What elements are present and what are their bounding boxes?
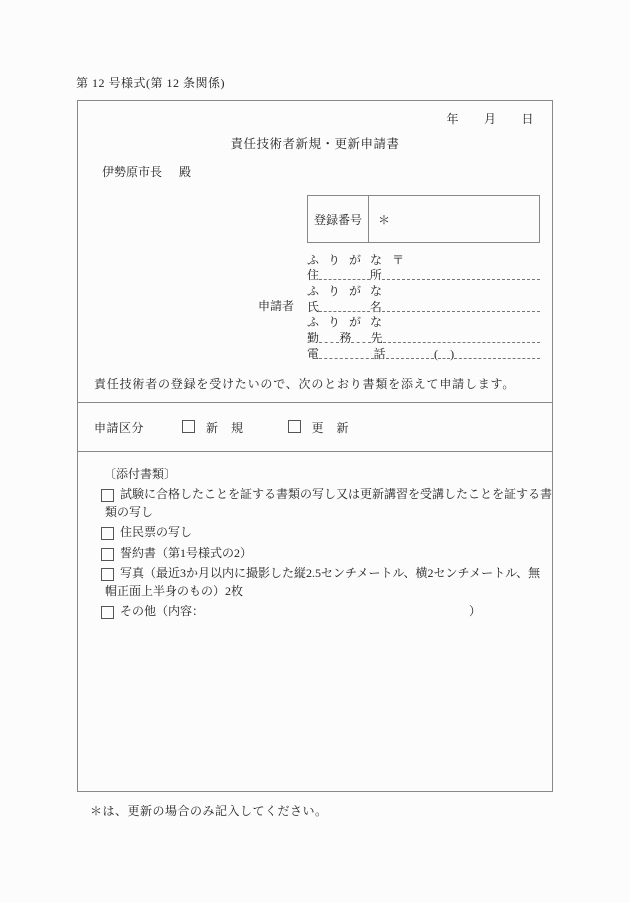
attachment-text: 誓約書（第1号様式の2） [120,545,253,560]
attachment-item [78,545,552,563]
attachment-text: その他（内容： [120,604,205,618]
spacer [319,297,328,298]
attachment-text: 住民票の写し [120,525,193,539]
dashed-fill-line[interactable] [386,355,434,359]
attachment-item [78,524,552,542]
attachment-item [78,603,552,621]
field-label-char: 務 [339,331,352,346]
field-label-char: ( [434,346,439,361]
spacer [361,328,370,329]
applicant-row-address [307,267,540,283]
category-option-renewal: 更 新 [311,421,350,435]
section-attachments [78,452,552,621]
form-box [77,100,553,792]
honorific: 殿 [179,165,192,179]
field-label-char: 住 [307,268,320,283]
category-option-new: 新 規 [206,421,244,435]
field-label-char: ふ [307,315,320,330]
checkbox[interactable] [101,527,114,540]
checkbox-new[interactable] [182,420,195,433]
field-label-char: ふ [307,252,320,267]
field-label-char: ) [450,346,455,361]
field-label-char: り [328,252,341,267]
dashed-fill-line[interactable] [319,308,370,312]
field-label-char: が [349,284,362,299]
attachment-text: 試験に合格したことを証する書類の写し又は更新講習を受講したことを証する書 [120,487,553,501]
field-label-char: が [349,252,362,267]
checkbox[interactable] [101,489,114,502]
dashed-fill-line[interactable] [382,308,540,312]
spacer [340,266,349,267]
dashed-fill-line[interactable] [454,355,540,359]
checkbox[interactable] [101,548,114,561]
attachment-item [78,486,552,521]
dashed-fill-line[interactable] [382,276,540,280]
attachments-list [78,486,552,621]
registration-number-box [307,195,540,243]
dashed-fill-line[interactable] [319,339,339,343]
addressee-line [102,163,191,180]
field-label-char: 勤 [307,331,320,346]
section-header [78,101,552,403]
registration-number-label: 登録番号 [308,196,369,242]
addressee-name: 伊勢原市長 [102,165,163,179]
spacer [340,297,349,298]
dashed-fill-line[interactable] [351,339,370,343]
applicant-row-furigana-workplace [307,314,540,330]
date-line: 年 月 日 [446,112,534,126]
applicant-row-furigana-name [307,282,540,298]
checkbox[interactable] [101,606,114,619]
spacer [319,266,328,267]
applicant-row-name [307,298,540,314]
dashed-fill-line[interactable] [438,355,450,359]
field-label-char: な [370,284,383,299]
form-title: 責任技術者新規・更新申請書 [230,137,400,151]
application-statement: 責任技術者の登録を受けたいので、次のとおり書類を添えて申請します。 [94,377,516,391]
footnote: ＊は、更新の場合のみ記入してください。 [90,804,328,818]
spacer [361,266,370,267]
dashed-fill-line[interactable] [319,276,370,280]
field-label-char: 〒 [392,252,405,267]
field-label-char: 話 [373,346,386,361]
spacer [382,266,392,267]
close-paren: ） [469,604,482,618]
field-label-char: 名 [369,299,382,314]
dashed-fill-line[interactable] [319,355,374,359]
applicant-label: 申請者 [258,299,295,313]
attachment-text: 写真（最近3か月以内に撮影した縦2.5センチメートル、横2センチメートル、無 [120,566,541,580]
field-label-char: り [328,315,341,330]
category-label: 申請区分 [94,421,145,435]
spacer [361,297,370,298]
applicant-row-workplace [307,329,540,345]
registration-number-field[interactable]: ＊ [378,212,391,227]
field-label-char: 先 [370,331,383,346]
applicant-row-phone [307,345,540,361]
checkbox[interactable] [101,568,114,581]
field-label-char: が [349,315,362,330]
field-label-char: り [328,284,341,299]
attachment-text: 類の写し [105,504,154,519]
checkbox-renewal[interactable] [288,420,301,433]
field-label-char: 所 [369,268,382,283]
spacer [340,328,349,329]
section-application-category [78,403,552,452]
attachments-header: 〔添付書類〕 [104,467,177,481]
field-label-char: 電 [307,346,320,361]
field-label-char: な [370,252,383,267]
dashed-fill-line[interactable] [383,339,540,343]
attachment-text: 帽正面上半身のもの）2枚 [105,583,244,598]
field-label-char: な [370,315,383,330]
attachment-item [78,565,552,600]
spacer [319,328,328,329]
form-number: 第 12 号様式(第 12 条関係) [76,76,225,90]
field-label-char: 氏 [307,299,320,314]
field-label-char: ふ [307,284,320,299]
applicant-row-furigana-address [307,251,540,267]
applicant-fields [307,251,540,361]
